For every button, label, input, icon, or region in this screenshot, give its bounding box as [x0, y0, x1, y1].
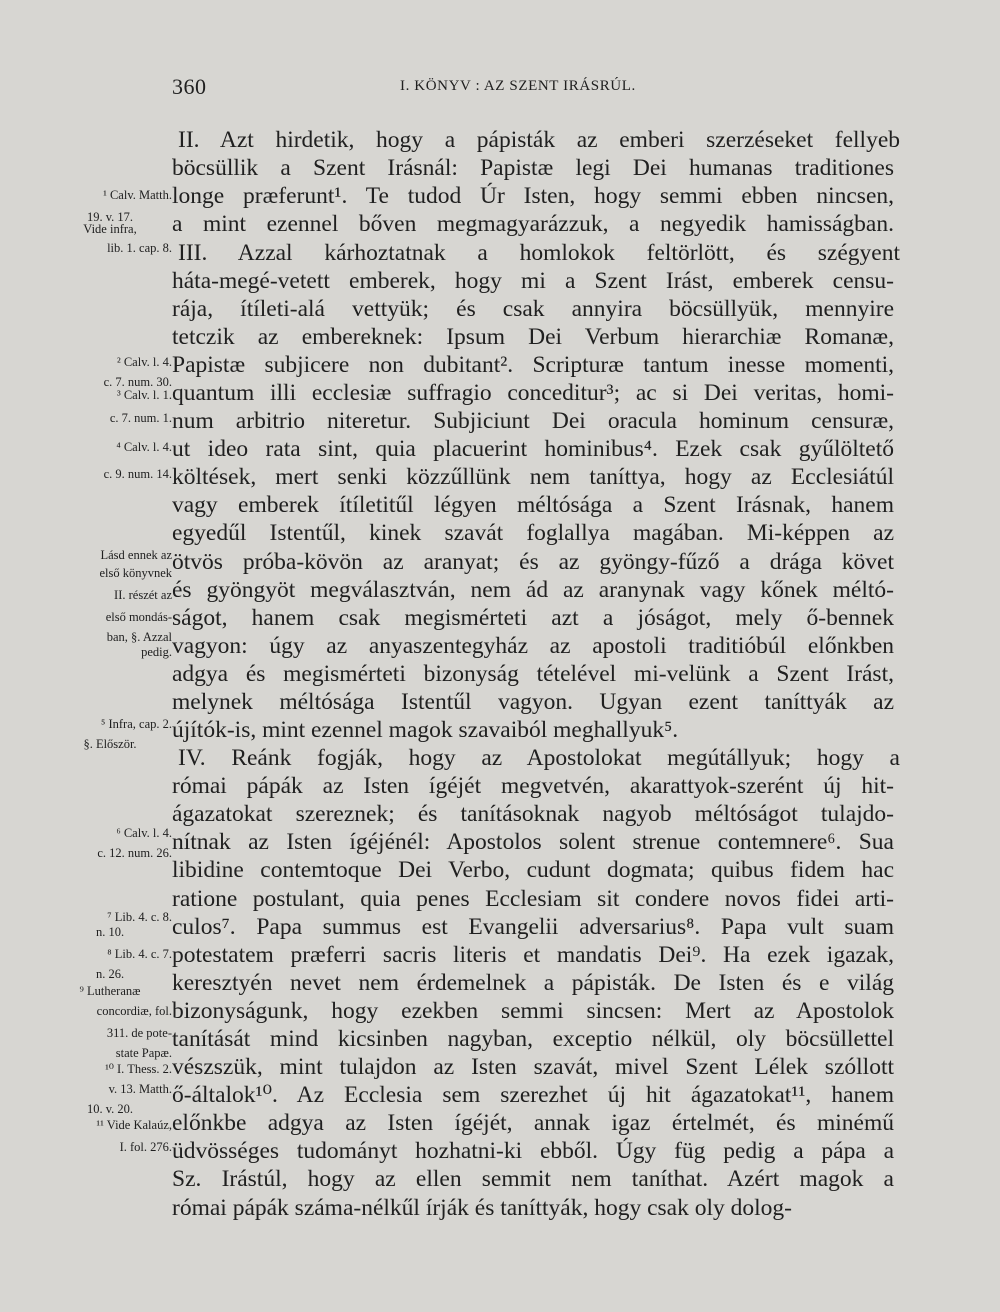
text-line: Sz. Irástúl, hogy az ellen semmit nem taníthat. Azért magok a — [172, 1166, 894, 1192]
margin-note: első mondás- — [105, 610, 172, 624]
text-line: bizonyságunk, hogy ezekben semmi sincsen: Mert az Apostolok — [172, 998, 894, 1024]
text-line: IV. Reánk fogják, hogy az Apostolokat megútállyuk; hogy a — [178, 745, 900, 771]
text-line: longe præferunt¹. Te tudod Úr Isten, hogy semmi ebben nincsen, — [172, 183, 894, 209]
text-line: potestatem præferri sacris literis et mandatis Dei⁹. Ha ezek igazak, — [172, 942, 894, 968]
margin-note: lib. 1. cap. 8. — [107, 241, 172, 255]
text-line: üdvösséges tudományt hozhatni-ki ebből. Úgy füg pedig a pápa a — [172, 1138, 894, 1164]
margin-note: 10. v. 20. — [86, 1102, 134, 1116]
text-line: költések, mert senki közzűllünk nem taníttya, hogy az Ecclesiátúl — [172, 464, 894, 490]
margin-note: v. 13. Matth. — [108, 1082, 172, 1096]
margin-note: c. 7. num. 30. — [103, 375, 172, 389]
margin-note: c. 12. num. 26. — [97, 846, 172, 860]
margin-note: ⁷ Lib. 4. c. 8. — [107, 910, 172, 924]
text-line: újítók-is, mint ezennel magok szavaiból meghallyuk⁵. — [172, 717, 679, 743]
margin-note: ⁸ Lib. 4. c. 7. — [107, 947, 172, 961]
text-line: III. Azzal kárhoztatnak a homlokok feltörlött, és szégyent — [178, 240, 900, 266]
text-line: római pápák száma-nélkűl írják és taníttyák, hogy csak oly dolog- — [172, 1195, 792, 1221]
text-line: ratione postulant, quia penes Ecclesiam sit condere novos fidei arti- — [172, 886, 894, 912]
margin-note: ¹⁰ I. Thess. 2. — [105, 1062, 172, 1076]
margin-note: §. Először. — [83, 737, 137, 751]
text-line: num arbitrio niteretur. Subjiciunt Dei oracula hominum censuræ, — [172, 408, 894, 434]
running-head: I. KÖNYV : AZ SZENT IRÁSRÚL. — [400, 78, 636, 94]
text-line: vagy emberek ítíletitűl légyen méltósága a Szent Irásnak, hanem — [172, 492, 894, 518]
text-line: böcsüllik a Szent Irásnál: Papistæ legi Dei humanas traditiones — [172, 155, 894, 181]
margin-note: ⁹ Lutheranæ — [79, 984, 141, 998]
margin-note: 19. v. 17. — [86, 210, 134, 224]
margin-note: n. 10. — [95, 925, 125, 939]
text-line: ágazatokat szereznek; és tanításoknak nagyob méltóságot tulajdo- — [172, 801, 894, 827]
margin-note: pedig. — [141, 645, 172, 659]
text-line: Papistæ subjicere non dubitant². Scripturæ tantum inesse momenti, — [172, 352, 894, 378]
margin-note: ban, §. Azzal — [106, 630, 172, 644]
text-line: ő-általok¹⁰. Az Ecclesia sem szerezhet új hit ágazatokat¹¹, hanem — [172, 1082, 894, 1108]
text-line: nítnak az Isten ígéjénél: Apostolos solent strenue contemnere⁶. Sua — [172, 829, 894, 855]
margin-note: ³ Calv. l. 1. — [116, 388, 172, 402]
text-line: háta-megé-vetett emberek, hogy mi a Szent Irást, emberek censu- — [172, 268, 894, 294]
text-line: tetczik az embereknek: Ipsum Dei Verbum hierarchiæ Romanæ, — [172, 324, 894, 350]
margin-note: 311. de pote- — [106, 1026, 172, 1040]
margin-note: ¹¹ Vide Kalaúz, — [96, 1118, 172, 1132]
text-line: ut ideo rata sint, quia placuerint hominibus⁴. Ezek csak gyűlöltető — [172, 436, 894, 462]
margin-note: Vide infra, — [83, 222, 137, 236]
margin-note: c. 9. num. 14. — [103, 467, 172, 481]
text-line: II. Azt hirdetik, hogy a pápisták az emberi szerzéseket fellyeb — [178, 127, 900, 153]
text-line: adgya és megismérteti bizonyság tételével mi-velünk a Szent Irást, — [172, 661, 894, 687]
margin-note: ² Calv. l. 4. — [116, 355, 172, 369]
margin-note: ¹ Calv. Matth. — [103, 188, 172, 202]
margin-note: ⁵ Infra, cap. 2. — [101, 717, 172, 731]
text-line: ságot, hanem csak megismérteti azt a jóságot, mely ő-bennek — [172, 605, 894, 631]
page-number: 360 — [172, 74, 207, 99]
margin-note: II. részét az — [114, 588, 172, 602]
text-line: ötvös próba-kövön az aranyat; és az gyöngy-fűző a drága követ — [172, 549, 894, 575]
text-line: egyedűl Istentűl, kinek szavát foglallya magában. Mi-képpen az — [172, 520, 894, 546]
text-line: rája, ítíleti-alá vettyük; és csak annyira böcsüllyük, mennyire — [172, 296, 894, 322]
text-line: melynek méltósága Istentűl vagyon. Ugyan ezent taníttyák az — [172, 689, 894, 715]
text-line: culos⁷. Papa summus est Evangelii adversarius⁸. Papa vult suam — [172, 914, 894, 940]
text-line: vészszük, mint tulajdon az Isten szavát, mivel Szent Lélek szóllott — [172, 1054, 894, 1080]
text-line: vagyon: úgy az anyaszentegyház az apostoli traditióbúl előnkben — [172, 633, 894, 659]
margin-note: state Papæ. — [115, 1046, 172, 1060]
margin-note: ⁶ Calv. l. 4. — [116, 826, 172, 840]
text-line: tanítását mind kicsinben nagyban, exceptio nélkül, oly böcsüllettel — [172, 1026, 894, 1052]
text-line: előnkbe adgya az Isten ígéjét, annak igaz értelmét, és minémű — [172, 1110, 894, 1136]
text-line: római pápák az Isten ígéjét megvetvén, akarattyok-szerént új hit- — [172, 773, 894, 799]
margin-note: ⁴ Calv. l. 4. — [116, 440, 172, 454]
margin-note: n. 26. — [95, 967, 125, 981]
margin-note: I. fol. 276. — [119, 1140, 172, 1154]
text-line: a mint ezennel bőven megmagyarázzuk, a negyedik hamisságban. — [172, 211, 894, 237]
margin-note: c. 7. num. 1. — [109, 411, 172, 425]
text-line: libidine contemtoque Dei Verbo, cudunt dogmata; quibus fidem hac — [172, 857, 894, 883]
text-line: és gyöngyöt megválasztván, nem ád az aranynak vagy kőnek méltó- — [172, 577, 894, 603]
text-line: keresztyén nevet nem érdemelnek a pápisták. De Isten és e világ — [172, 970, 894, 996]
margin-note: concordiæ, fol. — [96, 1004, 172, 1018]
text-line: quantum illi ecclesiæ suffragio conceditur³; ac si Dei veritas, homi- — [172, 380, 894, 406]
margin-note: első könyvnek — [99, 566, 172, 580]
margin-note: Lásd ennek az — [100, 548, 172, 562]
